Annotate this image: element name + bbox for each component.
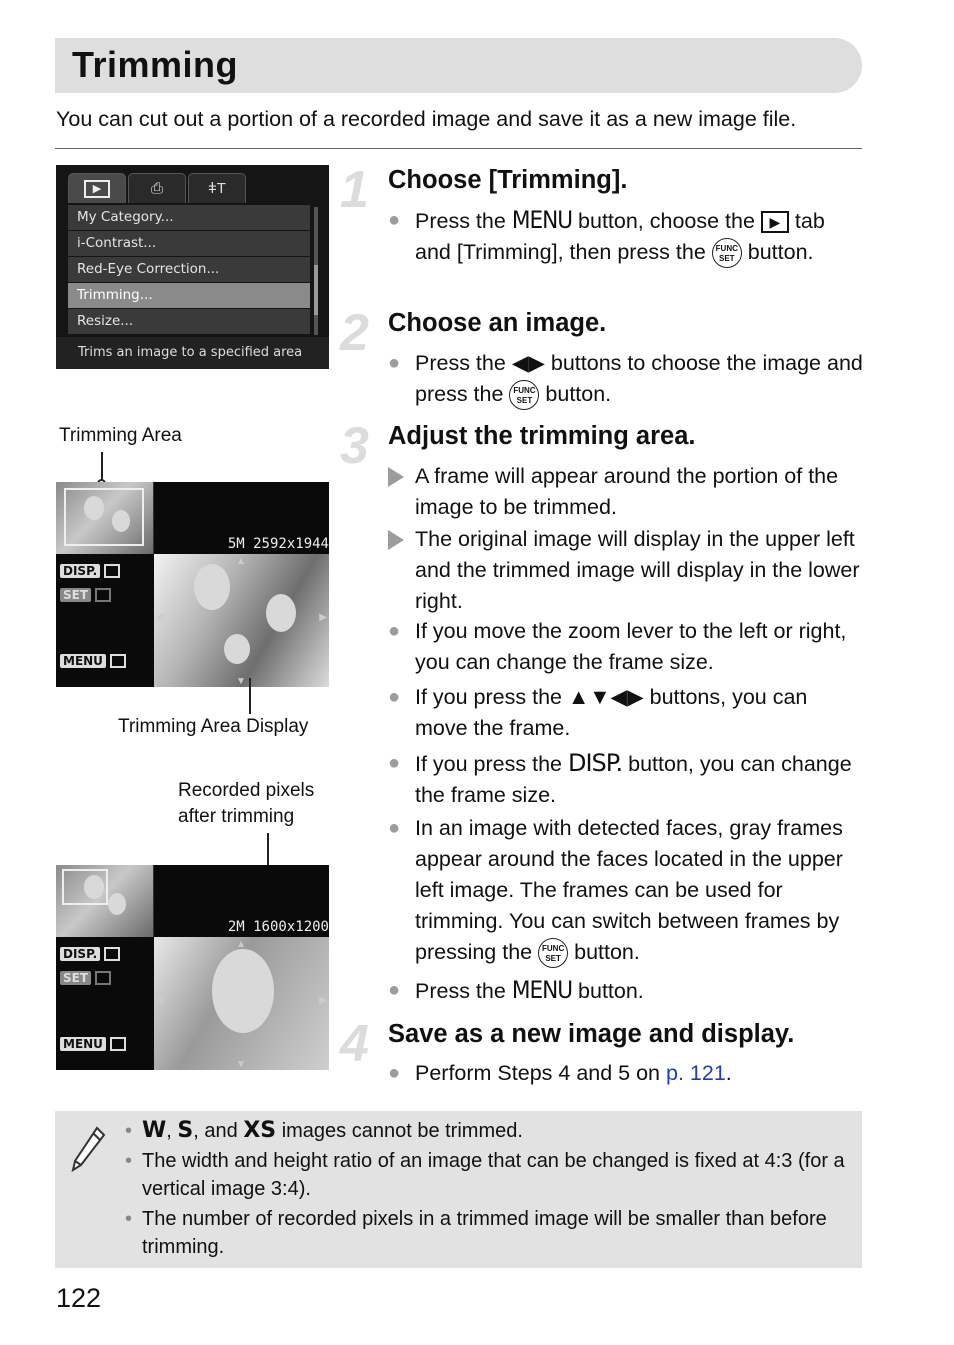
bullet-icon: ● (388, 979, 401, 1001)
page-title: Trimming (72, 44, 239, 85)
bullet-icon: ● (388, 209, 401, 231)
menu-item-i-contrast: i-Contrast... (68, 231, 310, 256)
step-title-3: Adjust the trimming area. (388, 422, 696, 450)
step-number-1: 1 (340, 161, 369, 219)
original-thumbnail (56, 482, 154, 554)
bullet-icon: ● (388, 1062, 401, 1084)
step-number-2: 2 (340, 304, 369, 362)
intro-text: You can cut out a portion of a recorded image and save it as a new image file. (56, 107, 797, 131)
face-frame-icon (95, 588, 111, 602)
func-set-button-icon: FUNC SET (712, 238, 742, 268)
menu-list (68, 205, 310, 335)
menu-tabs (68, 173, 248, 203)
note-box (55, 1111, 862, 1268)
title-bar (55, 38, 862, 93)
note-bullet: • (125, 1120, 133, 1142)
left-right-arrows-icon: ◀▶ (511, 351, 545, 375)
menu-item-my-category: My Category... (68, 205, 310, 230)
menu-item-red-eye: Red-Eye Correction... (68, 257, 310, 282)
step4-instruction: ● Perform Steps 4 and 5 on p. 121. (388, 1058, 863, 1089)
bullet-icon: ● (388, 686, 401, 708)
original-thumbnail (56, 865, 154, 937)
set-badge: SET (60, 588, 91, 602)
pencil-icon (69, 1125, 107, 1173)
step-number-4: 4 (340, 1015, 369, 1073)
callout-recorded-pixels-1: Recorded pixels (178, 780, 315, 801)
tab-settings (188, 173, 246, 203)
step-number-3: 3 (340, 417, 369, 475)
size-xs-icon: XS (243, 1118, 277, 1143)
side-icons (60, 562, 150, 670)
bullet-icon: ● (388, 352, 401, 374)
divider (55, 148, 862, 149)
frame-size-icon (104, 947, 120, 961)
callout-line (249, 678, 251, 714)
play-icon: ▶ (84, 180, 110, 198)
note-bullet: • (125, 1208, 133, 1230)
note-2: • The width and height ratio of an image that can be changed is fixed at 4:3 (for a vertical image 3:4). (125, 1147, 845, 1203)
trimming-area-frame (62, 869, 108, 905)
callout-trimming-area: Trimming Area (59, 425, 182, 446)
save-icon (110, 654, 126, 668)
save-icon (110, 1037, 126, 1051)
callout-trimming-area-display: Trimming Area Display (118, 716, 309, 737)
step3-result-2: The original image will display in the upper left and the trimmed image will display in the lower right. (388, 524, 863, 617)
func-set-button-icon: FUNC SET (538, 938, 568, 968)
callout-recorded-pixels-2: after trimming (178, 806, 295, 827)
pixel-size-label: 2M 1600x1200 (227, 919, 329, 935)
trim-screenshot-1 (56, 482, 329, 687)
step1-instruction: ● Press the MENU button, choose the ▶ tab and [Trimming], then press the FUNC SET button. (388, 205, 863, 268)
step2-instruction: ● Press the ◀▶ buttons to choose the image and press the FUNC SET button. (388, 348, 863, 410)
disp-badge: DISP. (60, 947, 100, 961)
trimmed-preview: ▲ ▼ ◀ ▶ (156, 556, 327, 687)
note-3: • The number of recorded pixels in a trimmed image will be smaller than before trimming. (125, 1205, 845, 1261)
menu-badge: MENU (60, 654, 106, 668)
menu-item-resize: Resize... (68, 309, 310, 334)
step3-bullet-menu: ● Press the MENU button. (388, 976, 644, 1004)
size-w-icon: W (142, 1118, 167, 1143)
frame-size-icon (104, 564, 120, 578)
result-arrow-icon (388, 530, 404, 550)
print-icon: ⎙ (150, 180, 163, 197)
note-bullet: • (125, 1150, 133, 1172)
step3-bullet-zoom: ● If you move the zoom lever to the left or right, you can change the frame size. (388, 616, 863, 678)
trim-screenshot-2 (56, 865, 329, 1070)
page-number: 122 (56, 1283, 102, 1313)
trimming-area-frame (64, 488, 144, 546)
bullet-icon: ● (388, 817, 401, 839)
bullet-icon: ● (388, 752, 401, 774)
four-way-arrows-icon: ▲▼◀▶ (567, 685, 644, 709)
size-s-icon: S (177, 1118, 194, 1143)
menu-screenshot (56, 165, 329, 369)
set-badge: SET (60, 971, 91, 985)
step-title-4: Save as a new image and display. (388, 1020, 795, 1048)
pixel-size-label: 5M 2592x1944 (227, 536, 329, 552)
step-title-2: Choose an image. (388, 309, 607, 337)
step3-bullet-faces: ● In an image with detected faces, gray frames appear around the faces located in the upper left image. The frames can be used for trimming. You can switch between frames by pressing the FUNC SET button. (388, 813, 863, 968)
step3-bullet-disp: ● If you press the DISP. button, you can change the frame size. (388, 749, 852, 807)
step-title-1: Choose [Trimming]. (388, 166, 628, 194)
tab-print (128, 173, 186, 203)
result-arrow-icon (388, 467, 404, 487)
face-frame-icon (95, 971, 111, 985)
step3-bullet-move: ● If you press the ▲▼◀▶ buttons, you can move the frame. (388, 682, 863, 744)
tab-playback (68, 173, 126, 203)
menu-hint: Trims an image to a specified area (56, 337, 329, 369)
menu-badge: MENU (60, 1037, 106, 1051)
menu-button-icon: MENU (511, 206, 573, 234)
note-1: • W, S, and XS images cannot be trimmed. (125, 1118, 523, 1143)
menu-item-trimming: Trimming... (68, 283, 310, 308)
step3-result-1: A frame will appear around the portion of the image to be trimmed. (388, 461, 863, 523)
func-set-button-icon: FUNC SET (509, 380, 539, 410)
disp-badge: DISP. (60, 564, 100, 578)
trimmed-preview: ▲ ▼ ◀ ▶ (156, 939, 327, 1070)
settings-icon: ǂT (208, 180, 226, 197)
side-icons (60, 945, 150, 1053)
menu-button-icon: MENU (511, 976, 573, 1004)
bullet-icon: ● (388, 620, 401, 642)
disp-button-icon: DISP. (567, 749, 623, 777)
menu-scrollbar (314, 207, 318, 335)
playback-tab-icon: ▶ (761, 211, 789, 233)
page-link[interactable]: p. 121 (666, 1061, 726, 1085)
